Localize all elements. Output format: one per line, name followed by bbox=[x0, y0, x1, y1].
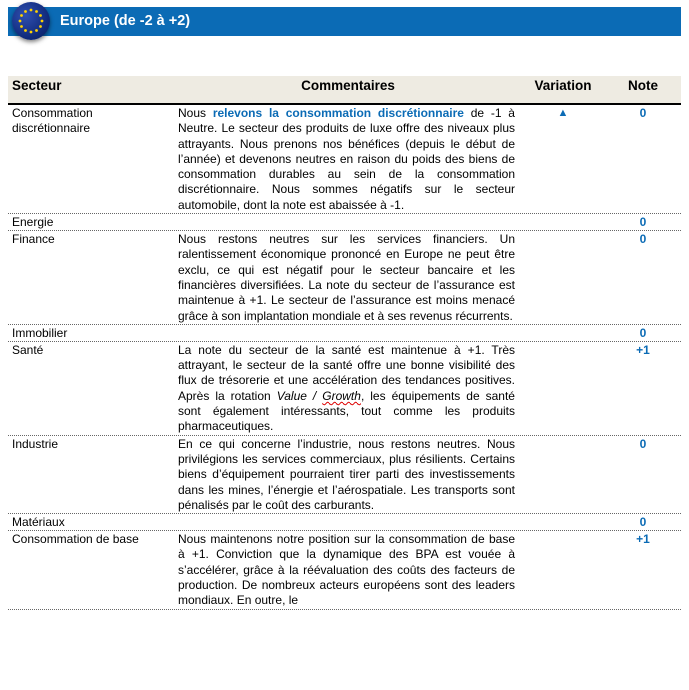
column-header-note: Note bbox=[628, 78, 658, 93]
section-title: Europe (de -2 à +2) bbox=[60, 13, 191, 29]
sector-note: 0 bbox=[639, 106, 647, 120]
sector-name: Matériaux bbox=[12, 515, 65, 530]
sector-note: 0 bbox=[639, 515, 647, 530]
comment-text: , les équipements de santé sont également intéressants, tout comme les produits pharmaceutiques. bbox=[178, 388, 515, 434]
sector-comment bbox=[178, 214, 515, 230]
column-header-variation: Variation bbox=[534, 78, 592, 93]
comment-text: La note du secteur de la santé est maintenue à +1. Très attrayant, le secteur de la santé offre une bonne visibilité des flux de trésorerie et une accélération des tendances positives. Après la rotation bbox=[178, 342, 515, 403]
sector-note: +1 bbox=[636, 532, 650, 547]
table-row bbox=[8, 105, 681, 214]
eu-flag-icon bbox=[12, 2, 50, 40]
sector-comment bbox=[178, 105, 515, 213]
sector-name: Consommation de base bbox=[12, 532, 139, 547]
sector-name: Immobilier bbox=[12, 325, 68, 340]
table-row bbox=[8, 325, 681, 342]
variation-up-icon: ▲ bbox=[557, 107, 569, 119]
table-row bbox=[8, 436, 681, 514]
sector-table bbox=[8, 76, 681, 610]
sector-note: 0 bbox=[639, 232, 647, 247]
sector-comment bbox=[178, 342, 515, 435]
table-row bbox=[8, 231, 681, 325]
table-header bbox=[8, 76, 681, 105]
sector-comment: Nous maintenons notre position sur la consommation de base à +1. Conviction que la dynamique des BPA est vouée à s’accélérer, grâce à la réévaluation des coûts des facteurs de production. De nombreux acteurs européens sont des leaders mondiaux. En outre, le bbox=[178, 532, 515, 608]
sector-name: Energie bbox=[12, 215, 54, 230]
table-row bbox=[8, 214, 681, 231]
comment-italic: Growth bbox=[322, 388, 361, 403]
table-row bbox=[8, 342, 681, 436]
comment-text: Nous bbox=[178, 106, 213, 120]
comment-italic: Value bbox=[276, 388, 307, 403]
comment-italic: / bbox=[306, 388, 323, 403]
sector-comment bbox=[178, 325, 515, 341]
column-header-commentaires: Commentaires bbox=[301, 78, 395, 93]
section-header bbox=[8, 7, 681, 36]
sector-note: +1 bbox=[636, 342, 650, 357]
sector-name: Finance bbox=[12, 232, 55, 247]
sector-note: 0 bbox=[639, 436, 647, 451]
sector-comment: Nous restons neutres sur les services financiers. Un ralentissement économique prononcé en Europe ne peut être exclu, ce qui est négatif pour le secteur bancaire et les financières diversifiées. La note du secteur de l’assurance est maintenue à +1. Le secteur de l’assurance est moins menacé grâce à son implantation mondiale et à ses revenus récurrents. bbox=[178, 232, 515, 323]
sector-comment bbox=[178, 514, 515, 530]
comment-text: de -1 à Neutre. Le secteur des produits de luxe offre des niveaux plus attrayants. Nous prenons nos bénéfices (depuis le début de l’année) et devenons neutres en raison du poids des biens de consommation durables au sein de la consommation discrétionnaire. Nous sommes négatifs sur le secteur automobile, dont la note est abaissée à -1. bbox=[178, 106, 515, 212]
sector-note: 0 bbox=[639, 215, 647, 230]
sector-name: Industrie bbox=[12, 436, 59, 451]
sector-comment: En ce qui concerne l’industrie, nous restons neutres. Nous privilégions les services commerciaux, plus résilients. Certains biens d’équipement pourraient tirer parti des investissements dans les mines, l’énergie et l’aérospatiale. Les transports sont pénalisés par le coût des carburants. bbox=[178, 436, 515, 512]
table-row bbox=[8, 514, 681, 531]
comment-highlight: relevons la consommation discrétionnaire bbox=[212, 106, 464, 120]
sector-note: 0 bbox=[639, 325, 647, 340]
sector-name: Santé bbox=[12, 342, 44, 357]
table-row bbox=[8, 531, 681, 609]
sector-name: Consommation discrétionnaire bbox=[12, 106, 93, 136]
column-header-secteur: Secteur bbox=[12, 78, 62, 93]
